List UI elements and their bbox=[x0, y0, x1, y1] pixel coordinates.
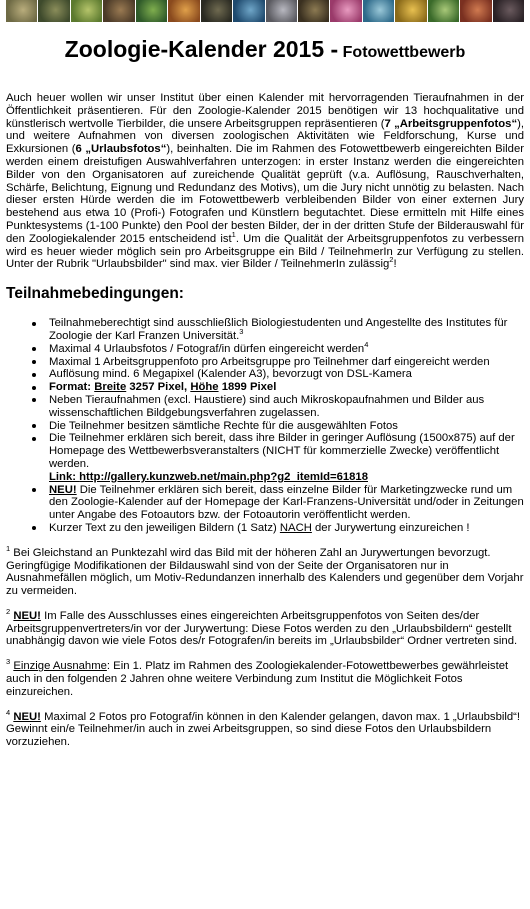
condition-item bbox=[49, 356, 524, 369]
emphasis-text: Höhe bbox=[190, 381, 219, 394]
condition-item bbox=[49, 484, 524, 522]
conditions-heading: Teilnahmebedingungen: bbox=[6, 285, 184, 303]
emphasis-text: Breite bbox=[94, 381, 127, 394]
gallery-link[interactable]: http://gallery.kunzweb.net/main.php?g2_itemId=61818 bbox=[79, 470, 368, 483]
text-run: Auflösung mind. 6 Megapixel (Kalender A3), bevorzugt von DSL-Kamera bbox=[49, 368, 412, 381]
photo-thumbnail-bat bbox=[493, 0, 524, 22]
photo-thumbnail-snail bbox=[38, 0, 69, 22]
emphasis-text: Link: bbox=[49, 470, 80, 483]
photo-thumbnail-bee bbox=[395, 0, 426, 22]
text-run: Kurzer Text zu den jeweiligen Bildern (1 Satz) bbox=[49, 521, 280, 534]
emphasis-text: NEU! bbox=[13, 710, 41, 723]
photo-thumbnail-caterpillar bbox=[428, 0, 459, 22]
text-run: der Jurywertung einzureichen ! bbox=[311, 521, 470, 534]
text-run: Maximal 4 Urlaubsfotos / Fotograf/in dürfen eingereicht werden bbox=[49, 342, 365, 355]
title-main: Zoologie-Kalender 2015 - bbox=[64, 36, 339, 62]
text-run: ! bbox=[393, 258, 397, 271]
text-run: . Um die Qualität der Arbeitsgruppenfotos zu verbessern wird es heuer wieder möglich sein pro Arbeitsgruppe ein Bild / TeilnehmerIn zur Verfügung zu stellen. Unter der Rubrik "Urlaubsbilder" sind max. vier Bilder / TeilnehmerIn zulässig bbox=[6, 232, 524, 271]
conditions-list bbox=[6, 317, 524, 535]
condition-item bbox=[49, 432, 524, 483]
intro-paragraph bbox=[6, 92, 524, 271]
emphasis-text: 1899 Pixel bbox=[218, 381, 277, 394]
text-run: Die Teilnehmer erklären sich bereit, dass ihre Bilder in geringer Auflösung (1500x875) auf der Homepage des Wettbewerbsveranstalters (NICHT für kommerzielle Zwecke) veröffentlicht werden. bbox=[49, 432, 515, 470]
text-run: Maximal 1 Arbeitsgruppenfoto pro Arbeitsgruppe pro Teilnehmer darf eingereicht werden bbox=[49, 355, 490, 368]
photo-thumbnail-lizard bbox=[103, 0, 134, 22]
text-run: Die Teilnehmer besitzen sämtliche Rechte für die ausgewählten Fotos bbox=[49, 419, 398, 432]
emphasis-text: NACH bbox=[279, 521, 312, 534]
text-run: Maximal 2 Fotos pro Fotograf/in können in den Kalender gelangen, davon max. 1 „Urlaubsbild“! Gewinnt ein/e Teilnehmer/in auch in zwei Arbeitsgruppen, so sind diese Fotos den Urlaubsbildern vorzuziehen. bbox=[6, 710, 521, 749]
photo-thumbnail-fish bbox=[233, 0, 264, 22]
text-run: Teilnahmeberechtigt sind ausschließlich Biologiestudenten und Angestellte des Institutes für Zoologie der Karl Franzen Universität. bbox=[49, 317, 508, 342]
footnote-marker: 4 bbox=[364, 339, 369, 349]
photo-thumbnail-flower-insect bbox=[330, 0, 361, 22]
condition-item bbox=[49, 317, 524, 343]
condition-item bbox=[49, 394, 524, 420]
emphasis-text: Einzige Ausnahme bbox=[13, 660, 107, 673]
photo-thumbnail-crab bbox=[460, 0, 491, 22]
footnote-4 bbox=[6, 707, 524, 749]
footnote-marker: 4 bbox=[6, 707, 11, 717]
emphasis-text: Format: bbox=[49, 381, 95, 394]
photo-thumbnail-bird bbox=[266, 0, 297, 22]
document-body bbox=[6, 92, 524, 749]
photo-thumbnail-dragonfly bbox=[363, 0, 394, 22]
photo-thumbnail-moth bbox=[6, 0, 37, 22]
photo-thumbnail-beetle bbox=[201, 0, 232, 22]
header-photo-strip bbox=[6, 0, 524, 22]
photo-thumbnail-spider bbox=[298, 0, 329, 22]
photo-thumbnail-frog bbox=[136, 0, 167, 22]
text-run: Neben Tieraufnahmen (excl. Haustiere) sind auch Mikroskopaufnahmen und Bilder aus wissenschaftlichen Bildgebungsverfahren zugelassen. bbox=[49, 393, 485, 419]
emphasis-text: 7 „Arbeitsgruppenfotos“ bbox=[384, 117, 518, 130]
condition-item bbox=[49, 381, 524, 394]
footnote-1 bbox=[6, 543, 524, 598]
condition-item bbox=[49, 368, 524, 381]
footnote-marker: 2 bbox=[389, 255, 394, 265]
text-run: Im Falle des Ausschlusses eines eingereichten Arbeitsgruppenfotos von Seiten des/der Arbeitsgruppenvertreters/in vor der Jurywertung: Diese Fotos werden zu den „Urlaubsbildern“ gestellt unabhängig davon wie viele Fotos des/r Fotografen/in bereits im „Urlaubsbilder“ Ordner vertreten sind. bbox=[6, 609, 518, 648]
text-run: ), und weitere Aufnahmen von diversen zoologischen Aktivitäten wie Feldforschung, Kurse und Exkursionen ( bbox=[6, 117, 524, 156]
condition-item bbox=[49, 339, 524, 356]
footnote-3 bbox=[6, 657, 524, 698]
condition-item bbox=[49, 522, 524, 535]
footnote-marker: 2 bbox=[6, 607, 11, 617]
text-run: : Ein 1. Platz im Rahmen des Zoologiekalender-Fotowettbewerbes gewährleistet auch in den folgenden 2 Jahren ohne weitere Verbindung zum Institut die Möglichkeit Fotos einzureichen. bbox=[6, 660, 509, 698]
text-run: Bei Gleichstand an Punktezahl wird das Bild mit der höheren Zahl an Jurywertungen bevorzugt. Geringfügige Modifikationen der Bildauswahl sind von der Seite der Organisatoren nur in Ausnahmefällen möglich, um Motiv-Redundanzen innerhalb des Kalenders und gegenüber dem Vorjahr zu vermeiden. bbox=[6, 546, 524, 598]
photo-thumbnail-butterfly bbox=[168, 0, 199, 22]
footnote-2 bbox=[6, 607, 524, 648]
emphasis-text: NEU! bbox=[13, 609, 41, 622]
emphasis-text: 3257 Pixel, bbox=[126, 381, 191, 394]
footnote-marker: 3 bbox=[6, 657, 11, 667]
text-run: Auch heuer wollen wir unser Institut über einen Kalender mit hervorragenden Tieraufnahmen in der Öffentlichkeit präsentieren. Für den Zoologie-Kalender 2015 benötigen wir 13 hochqualitative und künstlerisch wertvolle Tierbilder, die unsere Arbeitsgruppen repräsentieren ( bbox=[6, 92, 524, 130]
photo-thumbnail-grasshopper bbox=[71, 0, 102, 22]
page-title bbox=[0, 36, 530, 63]
footnote-marker: 1 bbox=[231, 230, 236, 239]
text-run: ), beinhalten. Die im Rahmen des Fotowettbewerb eingereichten Bilder werden einem dreistufigen Auswahlverfahren unterzogen: in erster Instanz werden die eingereichten Bilder von den Organisatoren auf zureichende Qualität geprüft (v.a. Auflösung, Rauschverhalten, Schärfe, Belichtung, Eignung und Redundanz des Motivs), um die Jury nicht unnötig zu belasten. Nach dieser ersten Hürde werden die im Fotowettbewerb verbleibenden Bilder von einer externen Jury bestehend aus etwa 10 (Profi-) Fotografen und Künstlern begutachtet. Diese ermitteln mit Hilfe eines Punktesystems (1-100 Punkte) den Pool der besten Bilder, der in der dritten Stufe der Bilderauswahl für den Zoologiekalender 2015 entscheidend ist bbox=[6, 143, 524, 245]
emphasis-text: NEU! bbox=[49, 483, 77, 496]
condition-item bbox=[49, 420, 524, 433]
footnote-marker: 3 bbox=[239, 327, 244, 337]
footnote-marker: 1 bbox=[6, 543, 11, 553]
text-run: Die Teilnehmer erklären sich bereit, dass einzelne Bilder für Marketingzwecke rund um den Zoologie-Kalender auf der Homepage der Karl-Franzens-Universität und/oder in Zeitungen unter Angabe des Fotoautors bzw. der Fotoautorin veröffentlicht werden. bbox=[49, 483, 524, 522]
emphasis-text: 6 „Urlaubsfotos“ bbox=[75, 143, 167, 156]
title-sub: Fotowettbewerb bbox=[342, 44, 466, 61]
